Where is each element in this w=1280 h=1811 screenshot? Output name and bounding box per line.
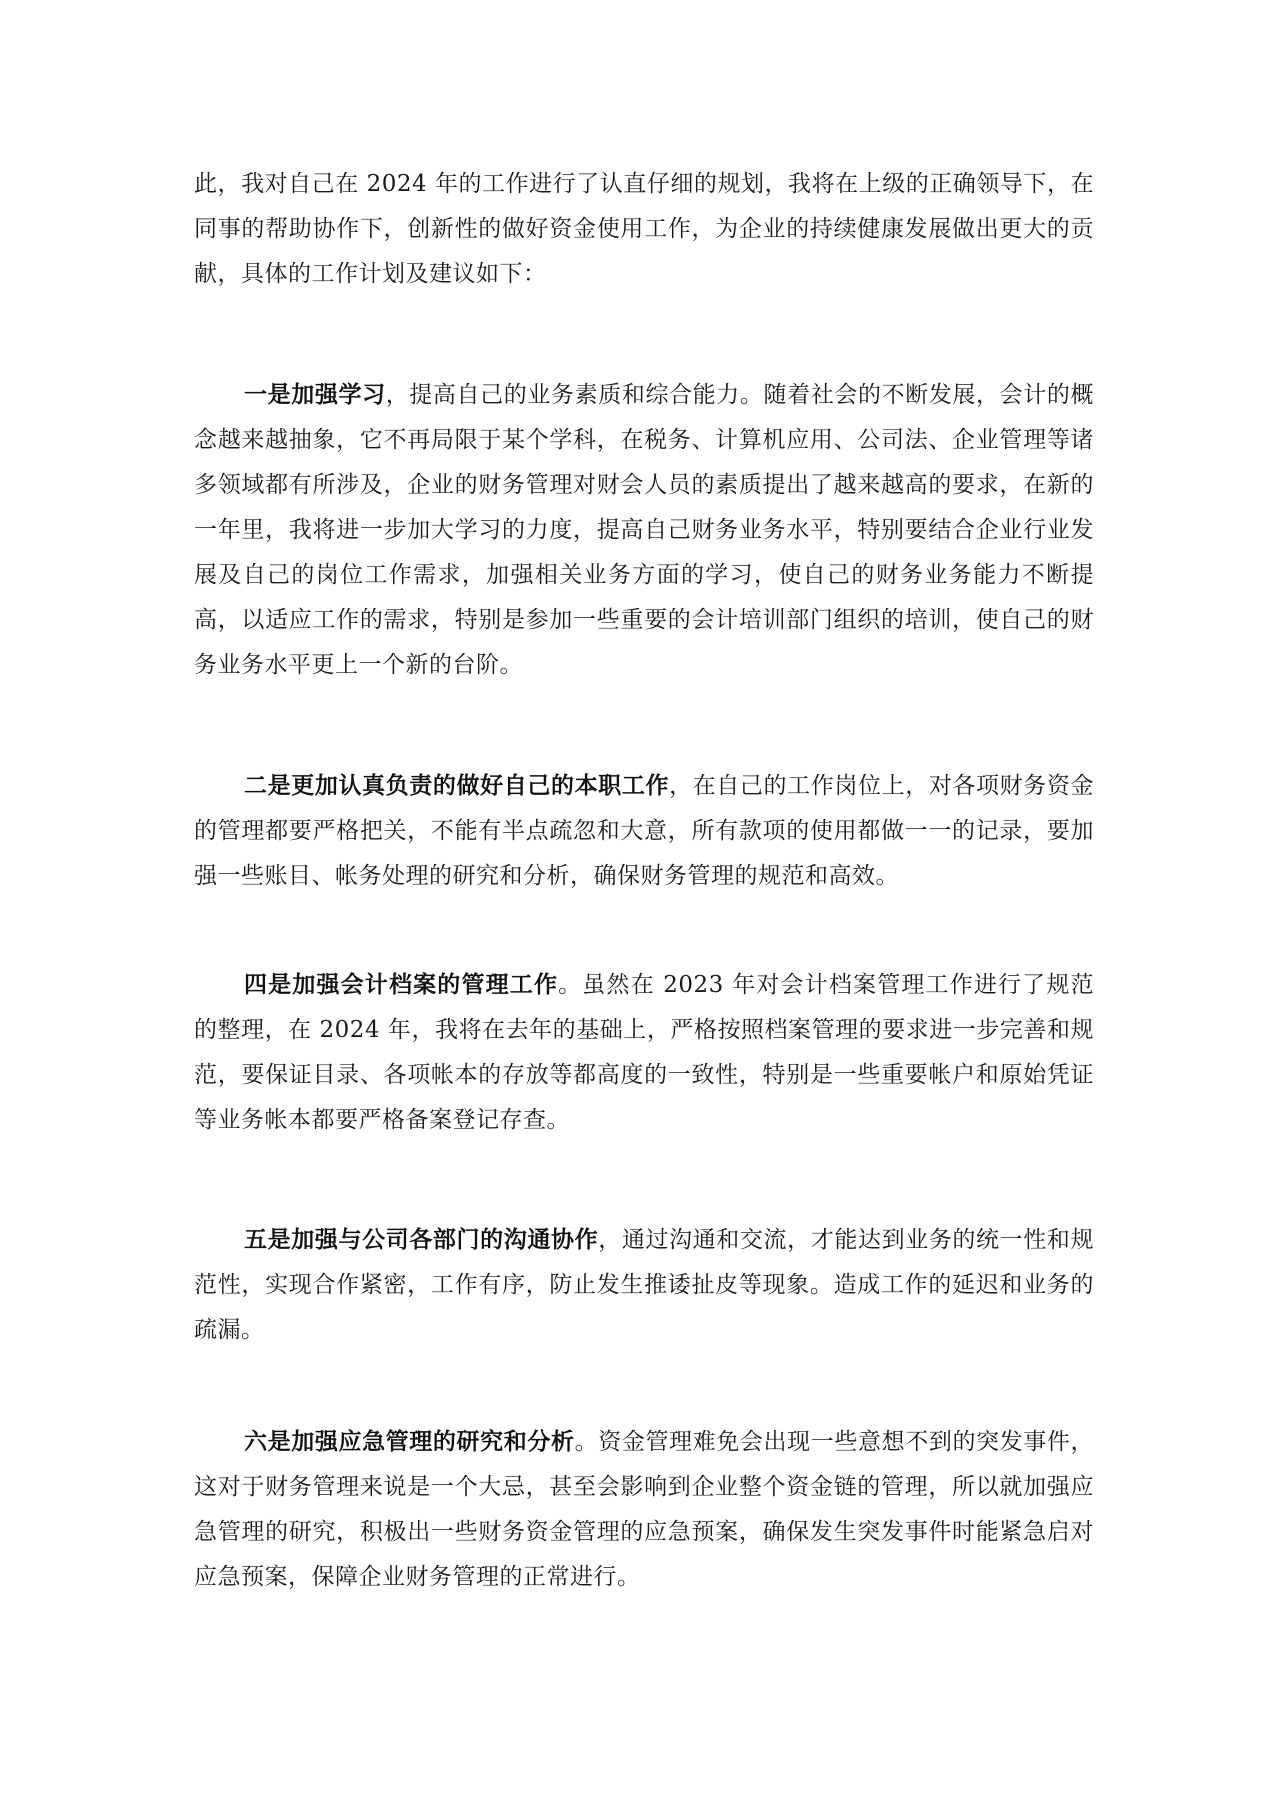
paragraph-lead: 一是加强学习	[244, 381, 386, 408]
paragraph-text: 。虽然在 2023 年对会计档案管理工作进行了规范的整理，在 2024 年，我将在去年的基础上，严格按照档案管理的要求进一步完善和规范，要保证目录、各项帐本的存放等都高度的一致性，特别是一些重要帐户和原始凭证等业务帐本都要严格备案登记存查。	[194, 972, 1095, 1133]
paragraph-item-6	[194, 1419, 1094, 1600]
paragraph-item-5	[194, 1217, 1094, 1353]
paragraph-text: 。资金管理难免会出现一些意想不到的突发事件，这对于财务管理来说是一个大忌，甚至会影响到企业整个资金链的管理，所以就加强应急管理的研究，积极出一些财务资金管理的应急预案，确保发生突发事件时能紧急启对应急预案，保障企业财务管理的正常进行。	[194, 1429, 1095, 1590]
paragraph-item-1	[194, 372, 1094, 688]
paragraph-lead: 二是更加认真负责的做好自己的本职工作	[244, 772, 670, 799]
paragraph-lead: 五是加强与公司各部门的沟通协作	[244, 1226, 599, 1253]
paragraph-lead: 六是加强应急管理的研究和分析	[244, 1428, 575, 1455]
paragraph-text: ，在自己的工作岗位上，对各项财务资金的管理都要严格把关，不能有半点疏忽和大意，所有款项的使用都做一一的记录，要加强一些账目、帐务处理的研究和分析，确保财务管理的规范和高效。	[194, 773, 1095, 889]
paragraph-intro	[194, 162, 1094, 297]
paragraph-item-4	[194, 962, 1094, 1143]
paragraph-lead: 四是加强会计档案的管理工作	[244, 971, 559, 998]
paragraph-text: ，提高自己的业务素质和综合能力。随着社会的不断发展，会计的概念越来越抽象，它不再局限于某个学科，在税务、计算机应用、公司法、企业管理等诸多领域都有所涉及，企业的财务管理对财会人员的素质提出了越来越高的要求，在新的一年里，我将进一步加大学习的力度，提高自己财务业务水平，特别要结合企业行业发展及自己的岗位工作需求，加强相关业务方面的学习，使自己的财务业务能力不断提高，以适应工作的需求，特别是参加一些重要的会计培训部门组织的培训，使自己的财务业务水平更上一个新的台阶。	[194, 382, 1095, 678]
paragraph-text: ，通过沟通和交流，才能达到业务的统一性和规范性，实现合作紧密，工作有序，防止发生推诿扯皮等现象。造成工作的延迟和业务的疏漏。	[194, 1227, 1095, 1343]
paragraph-item-2	[194, 763, 1094, 899]
paragraph-text: 此，我对自己在 2024 年的工作进行了认直仔细的规划，我将在上级的正确领导下，在同事的帮助协作下，创新性的做好资金使用工作，为企业的持续健康发展做出更大的贡献，具体的工作计划及建议如下：	[194, 171, 1094, 287]
